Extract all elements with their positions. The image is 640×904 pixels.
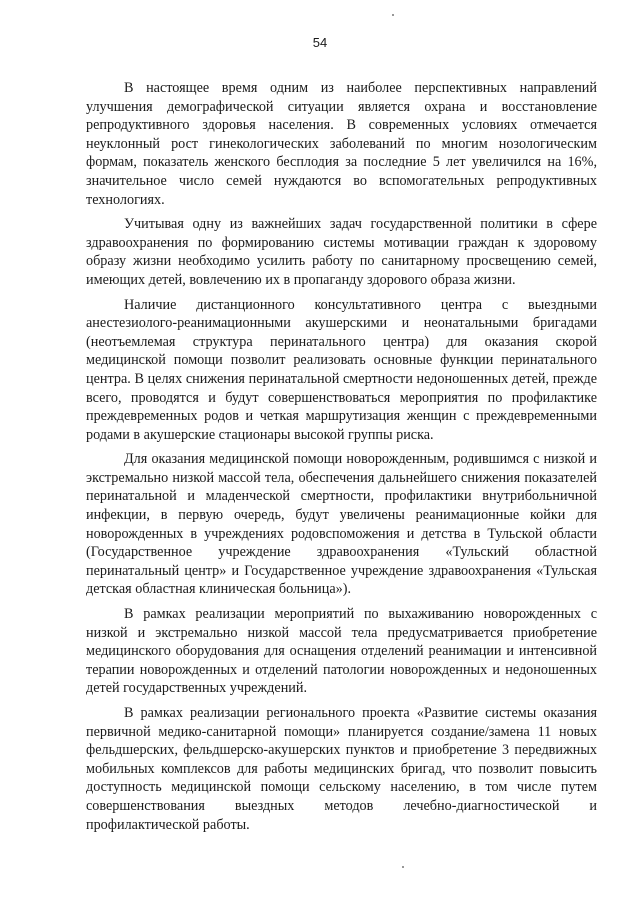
document-body — [86, 79, 597, 834]
paragraph-healthy-lifestyle: Учитывая одну из важнейших задач государственной политики в сфере здравоохранения по формированию системы мотивации граждан к здоровому образу жизни необходимо усилить работу по санитарному просвещению семей, имеющих детей, вовлечению их в пропаганду здорового образа жизни. — [86, 216, 597, 288]
paragraph-regional-project: В рамках реализации регионального проекта «Развитие системы оказания первичной медико-санитарной помощи» планируется создание/замена 11 новых фельдшерских, фельдшерско-акушерских пунктов и приобретение 3 передвижных мобильных комплексов для работы медицинских бригад, что позволит повысить доступность медицинской помощи сельскому населению, в том числе путем совершенствования выездных методов лечебно-диагностической и профилактической работы. — [86, 705, 597, 833]
paragraph-consultative-center: Наличие дистанционного консультативного центра с выездными анестезиолого-реанимационными акушерскими и неонатальными бригадами (неотъемлемая структура перинатального центра) для оказания скорой медицинской помощи позволит реализовать основные функции перинатального центра. В целях снижения перинатальной смертности недоношенных детей, прежде всего, проводятся и будут совершенствоваться мероприятия по профилактике преждевременных родов и четкая маршрутизация женщин с преждевременными родами в акушерские стационары высокой группы риска. — [86, 296, 597, 443]
paragraph-equipment: В рамках реализации мероприятий по выхаживанию новорожденных с низкой и экстремально низкой массой тела предусматривается приобретение медицинского оборудования для оснащения отделений реанимации и интенсивной терапии новорожденных и отделений патологии новорожденных и недоношенных детей государственных учреждений. — [86, 606, 597, 697]
paragraph-newborn-care: Для оказания медицинской помощи новорожденным, родившимся с низкой и экстремально низкой массой тела, обеспечения дальнейшего снижения показателей перинатальной и младенческой смертности, профилактики внутрибольничной инфекции, в первую очередь, будут увеличены реанимационные койки для новорожденных в учреждениях родовспоможения и детства в Тульской области (Государственное учреждение здравоохранения «Тульский областной перинатальный центр» и Государственное учреждение здравоохранения «Тульская детская областная клиническая больница»). — [86, 451, 597, 598]
scan-speck — [392, 14, 394, 16]
paragraph-reproductive-health: В настоящее время одним из наиболее перспективных направлений улучшения демографической ситуации является охрана и восстановление репродуктивного здоровья населения. В современных условиях отмечается неуклонный рост гинекологических заболеваний по многим нозологическим формам, показатель женского бесплодия за последние 5 лет увеличился на 16%, значительное число семей нуждаются во вспомогательных репродуктивных технологиях. — [86, 80, 597, 208]
scan-speck — [402, 866, 404, 868]
page-number: 54 — [312, 35, 328, 50]
